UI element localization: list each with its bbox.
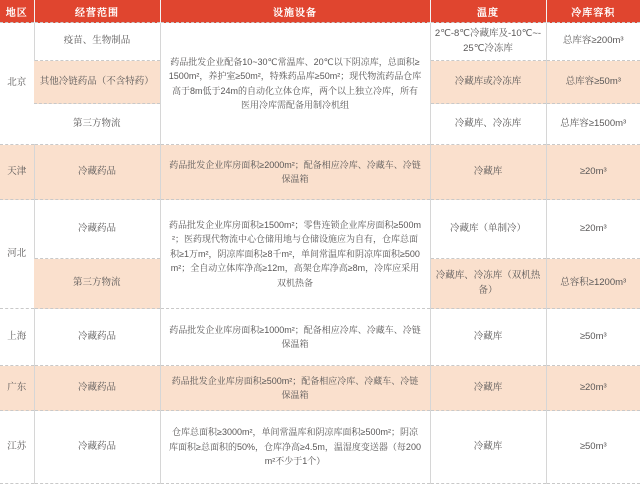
volume-cell: 总库容≥50m³ xyxy=(546,61,640,104)
temperature-cell: 冷藏库 xyxy=(430,309,546,366)
temperature-cell: 冷藏库、冷冻库 xyxy=(430,104,546,145)
volume-cell: 总容积≥1200m³ xyxy=(546,259,640,309)
table-row xyxy=(0,366,640,411)
temperature-cell: 冷藏库 xyxy=(430,366,546,411)
scope-cell: 第三方物流 xyxy=(34,104,160,145)
facilities-cell: 药品批发企业库房面积≥2000m²；配备相应冷库、冷藏车、冷链保温箱 xyxy=(160,145,430,200)
header-temperature: 温度 xyxy=(430,0,546,23)
region-cell: 上海 xyxy=(0,309,34,366)
facilities-cell: 仓库总面积≥3000m²，单间常温库和阴凉库面积≥500m²；阴凉库面积≥总面积的50%，仓库净高≥4.5m，温湿度变送器（每200m²不少于1个） xyxy=(160,411,430,484)
scope-cell: 冷藏药品 xyxy=(34,145,160,200)
region-cell: 北京 xyxy=(0,23,34,145)
facilities-cell: 药品批发企业库房面积≥500m²；配备相应冷库、冷藏车、冷链保温箱 xyxy=(160,366,430,411)
temperature-cell: 冷藏库（单制冷） xyxy=(430,200,546,259)
scope-cell: 第三方物流 xyxy=(34,259,160,309)
header-region: 地区 xyxy=(0,0,34,23)
volume-cell: 总库容≥200m³ xyxy=(546,23,640,61)
temperature-cell: 冷藏库、冷冻库（双机热备） xyxy=(430,259,546,309)
region-cell: 天津 xyxy=(0,145,34,200)
temperature-cell: 2℃-8℃冷藏库及-10℃~-25℃冷冻库 xyxy=(430,23,546,61)
scope-cell: 冷藏药品 xyxy=(34,411,160,484)
volume-cell: ≥50m³ xyxy=(546,411,640,484)
scope-cell: 冷藏药品 xyxy=(34,309,160,366)
scope-cell: 冷藏药品 xyxy=(34,366,160,411)
volume-cell: 总库容≥1500m³ xyxy=(546,104,640,145)
table-row xyxy=(0,145,640,200)
header-volume: 冷库容积 xyxy=(546,0,640,23)
header-row xyxy=(0,0,640,23)
table-row xyxy=(0,200,640,259)
facilities-cell: 药品批发企业库房面积≥1000m²；配备相应冷库、冷藏车、冷链保温箱 xyxy=(160,309,430,366)
volume-cell: ≥20m³ xyxy=(546,200,640,259)
temperature-cell: 冷藏库 xyxy=(430,411,546,484)
region-cell: 河北 xyxy=(0,200,34,309)
header-facilities: 设施设备 xyxy=(160,0,430,23)
scope-cell: 冷藏药品 xyxy=(34,200,160,259)
volume-cell: ≥20m³ xyxy=(546,366,640,411)
table-row xyxy=(0,23,640,61)
temperature-cell: 冷藏库 xyxy=(430,145,546,200)
facilities-cell: 药品批发企业配备10~30℃常温库、20℃以下阴凉库，总面积≥1500m²，养护室≥50m²，特殊药品库≥50m²；现代物流药品仓库高于8m低于24m的自动化立体仓库，两个以上独立冷库，所有医用冷库需配备用制冷机组 xyxy=(160,23,430,145)
facilities-cell: 药品批发企业库房面积≥1500m²；零售连锁企业库房面积≥500m²；医药现代物流中心仓储用地与仓储设施应为自有，仓库总面积≥1万m²，阴凉库面积≥8千m²，单间常温库和阴凉库面积≥500m²；全自动立体库净高≥12m，高架仓库净高≥8m，冷库应采用双机热备 xyxy=(160,200,430,309)
volume-cell: ≥50m³ xyxy=(546,309,640,366)
volume-cell: ≥20m³ xyxy=(546,145,640,200)
temperature-cell: 冷藏库或冷冻库 xyxy=(430,61,546,104)
scope-cell: 疫苗、生物制品 xyxy=(34,23,160,61)
scope-cell: 其他冷链药品（不含特药） xyxy=(34,61,160,104)
region-cell: 江苏 xyxy=(0,411,34,484)
table-row xyxy=(0,309,640,366)
region-cell: 广东 xyxy=(0,366,34,411)
table-row xyxy=(0,411,640,484)
header-scope: 经营范围 xyxy=(34,0,160,23)
